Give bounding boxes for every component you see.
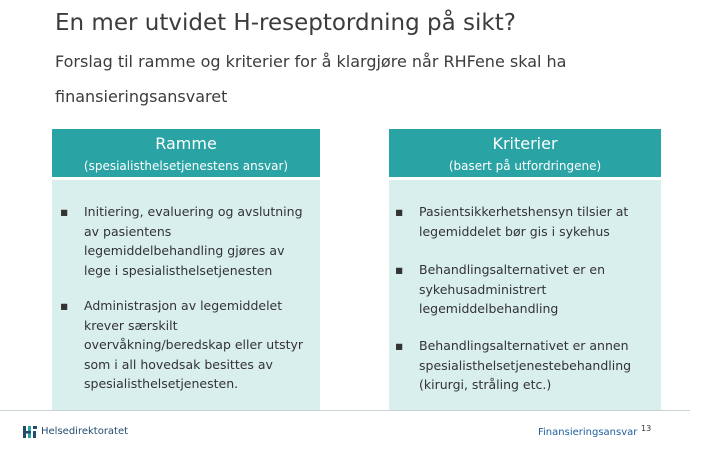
list-item [60, 202, 312, 280]
page-number: 13 [641, 424, 652, 433]
list-item [60, 296, 312, 394]
list-item [395, 202, 651, 241]
footer-divider [0, 410, 690, 411]
list-item-text: Initiering, evaluering og avslutning av pasientens legemiddelbehandling gjøres av lege i spesialisthelsetjenesten [84, 204, 303, 278]
bullet-mark: ▪ [60, 298, 69, 313]
bullet-mark: ▪ [395, 338, 404, 353]
ramme-subheading: (spesialisthelsetjenestens ansvar) [83, 159, 289, 173]
kriterier-header [389, 129, 661, 177]
kriterier-subheading: (basert på utfordringene) [448, 159, 602, 173]
bullet-mark: ▪ [395, 204, 404, 219]
slide-subtitle: Forslag til ramme og kriterier for å klargjøre når RHFene skal ha finansieringsansvaret [55, 52, 567, 106]
bullet-mark: ▪ [60, 204, 69, 219]
logo-text: Helsedirektoratet [41, 426, 129, 437]
ramme-body [52, 180, 320, 410]
list-item-text: Administrasjon av legemiddelet krever særskilt overvåkning/beredskap eller utstyr som i all hovedsak besittes av spesialisthelsetjenesten. [84, 298, 304, 391]
logo-emblem-icon [22, 424, 38, 440]
list-item [395, 336, 651, 395]
section-label: Finansieringsansvar [538, 427, 638, 438]
ramme-heading: Ramme [155, 134, 217, 153]
kriterier-heading: Kriterier [492, 134, 558, 153]
helsedirektoratet-logo [22, 424, 128, 440]
list-item-text: Behandlingsalternativet er annen spesialisthelsetjenestebehandling (kirurgi, stråling etc.) [419, 338, 632, 392]
list-item [395, 260, 651, 319]
ramme-header [52, 129, 320, 177]
slide-title: En mer utvidet H-reseptordning på sikt? [55, 10, 516, 36]
bullet-mark: ▪ [395, 262, 404, 277]
kriterier-body [389, 180, 661, 410]
list-item-text: Pasientsikkerhetshensyn tilsier at legemiddelet bør gis i sykehus [419, 204, 629, 239]
list-item-text: Behandlingsalternativet er en sykehusadministrert legemiddelbehandling [419, 262, 605, 316]
